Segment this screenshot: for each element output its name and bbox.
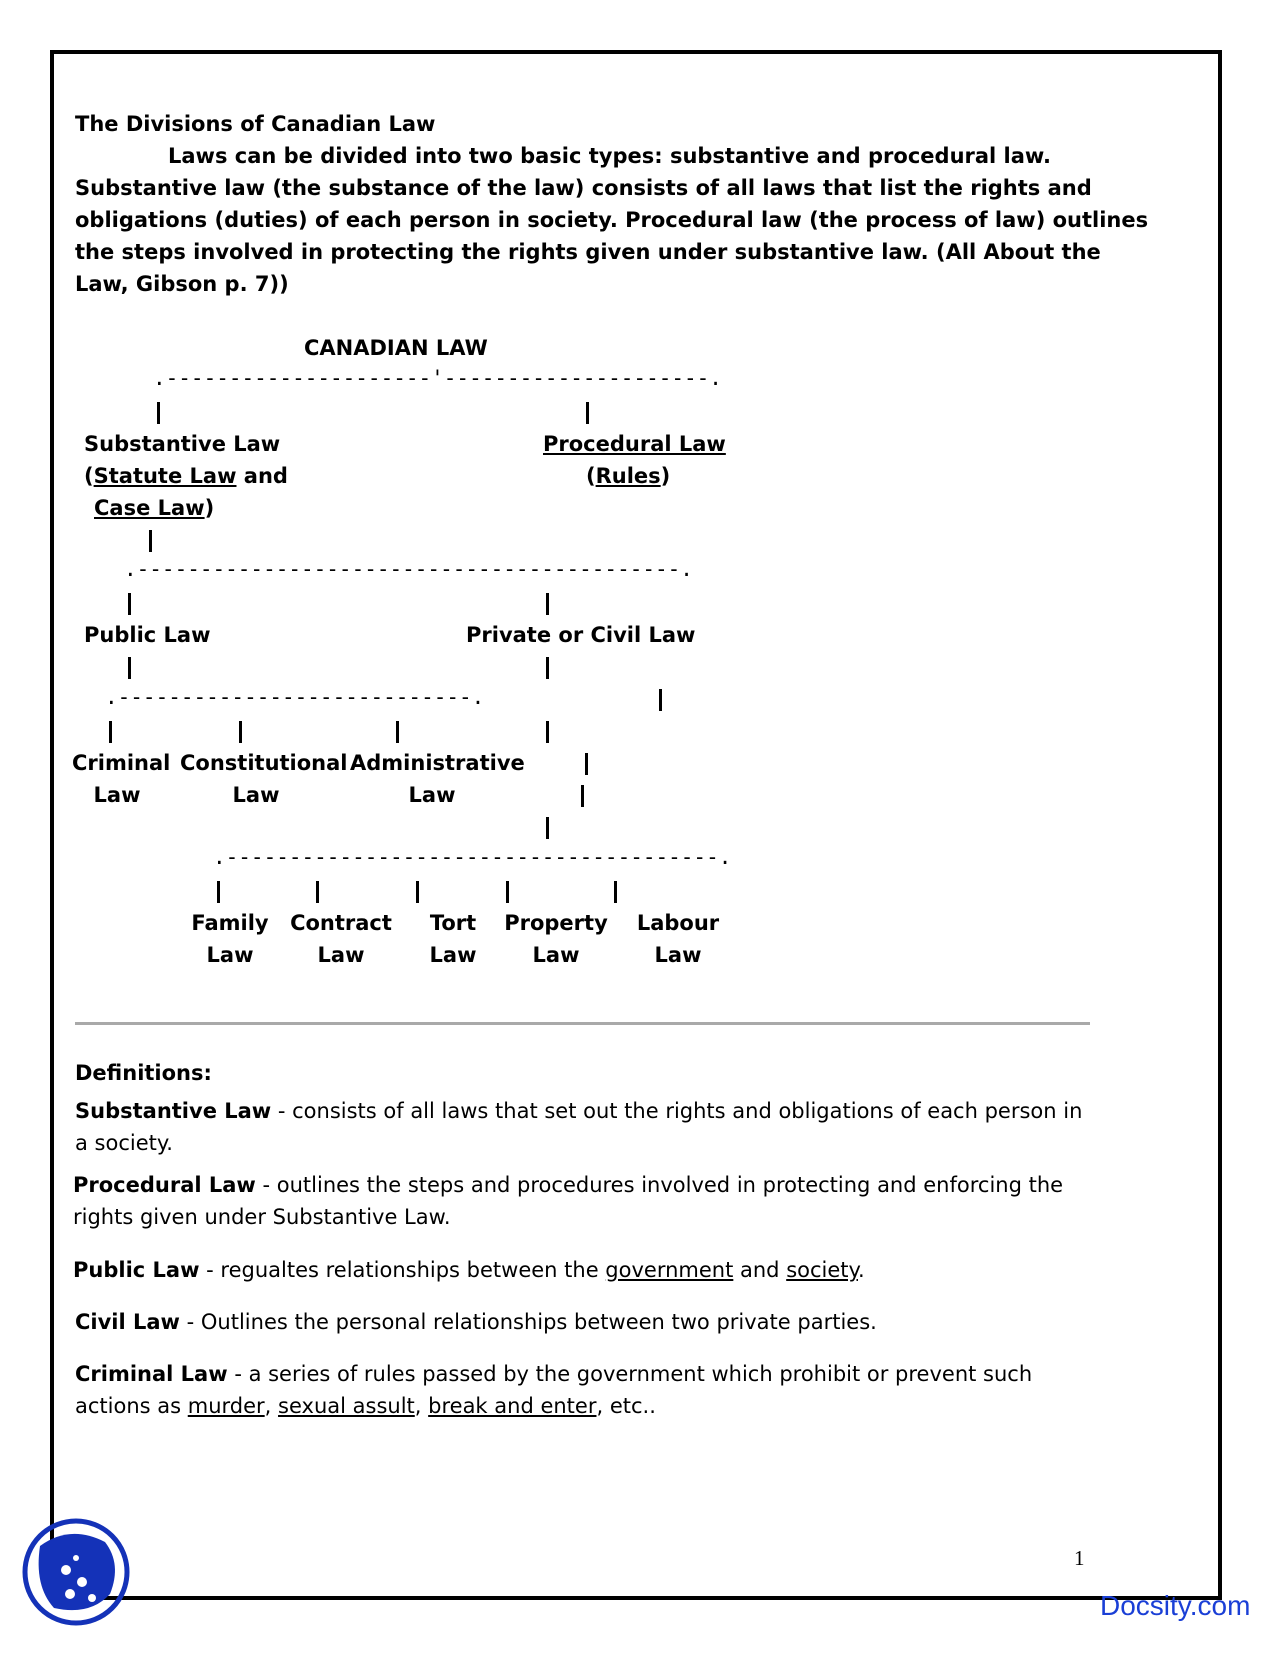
constitutional-law-label-2: Law — [232, 783, 280, 807]
tree-bar — [581, 785, 584, 807]
tree-bar — [546, 721, 549, 743]
definition-term: Criminal Law — [75, 1362, 228, 1386]
docsity-brand-link[interactable]: Docsity.com — [1100, 1590, 1251, 1621]
tree-bar — [109, 721, 112, 743]
tree-root-label: CANADIAN LAW — [304, 336, 488, 360]
murder-link[interactable]: murder — [187, 1394, 265, 1418]
administrative-law-label-1: Administrative — [350, 751, 525, 775]
contract-law-label-2: Law — [317, 943, 365, 967]
break-and-enter-link[interactable]: break and enter — [428, 1394, 597, 1418]
definition-substantive: Substantive Law - consists of all laws that set out the rights and obligations of each person in — [75, 1099, 1083, 1123]
definition-term: Substantive Law — [75, 1099, 272, 1123]
procedural-law-subtitle: (Rules) — [586, 464, 671, 488]
sexual-assult-link[interactable]: sexual assult — [278, 1394, 415, 1418]
definition-civil: Civil Law - Outlines the personal relationships between two private parties. — [75, 1310, 877, 1334]
case-law-link[interactable]: Case Law — [94, 496, 205, 520]
tree-connector-2: .-------------------------------------------. — [124, 557, 693, 581]
government-link[interactable]: government — [605, 1258, 734, 1282]
statute-law-link[interactable]: Statute Law — [93, 464, 237, 488]
private-law-label: Private or Civil Law — [466, 623, 696, 647]
administrative-law-label-2: Law — [408, 783, 456, 807]
criminal-law-label-2: Law — [93, 783, 141, 807]
definition-term: Public Law — [73, 1258, 200, 1282]
criminal-law-label-1: Criminal — [72, 751, 171, 775]
page-number: 1 — [1074, 1546, 1085, 1570]
tree-bar — [316, 881, 319, 903]
definition-term: Procedural Law — [73, 1173, 256, 1197]
definitions-heading: Definitions: — [75, 1061, 212, 1085]
tree-connector-3: .----------------------------. — [105, 685, 485, 709]
tree-bar — [128, 657, 131, 679]
definition-criminal-cont: actions as murder, sexual assult, break and enter, etc.. — [75, 1394, 656, 1418]
constitutional-law-label-1: Constitutional — [180, 751, 348, 775]
intro-line-1: Laws can be divided into two basic types: substantive and procedural law. — [168, 144, 1051, 168]
intro-line-4: the steps involved in protecting the rights given under substantive law. (All About the — [75, 240, 1101, 264]
tree-bar — [659, 689, 662, 711]
tree-bar — [157, 402, 160, 424]
property-law-label-2: Law — [532, 943, 580, 967]
case-law-line: Case Law) — [94, 496, 215, 520]
labour-law-label-1: Labour — [636, 911, 720, 935]
substantive-law-label: Substantive Law — [84, 432, 281, 456]
labour-law-label-2: Law — [654, 943, 702, 967]
intro-line-2: Substantive law (the substance of the law) consists of all laws that list the rights and — [75, 176, 1092, 200]
tree-bar — [239, 721, 242, 743]
property-law-label-1: Property — [504, 911, 608, 935]
tree-connector-4: .---------------------------------------. — [213, 845, 732, 869]
intro-line-5: Law, Gibson p. 7)) — [75, 272, 289, 296]
tree-bar — [217, 881, 220, 903]
tree-bar — [416, 881, 419, 903]
tree-bar — [546, 817, 549, 839]
section-divider — [75, 1022, 1090, 1025]
tree-connector-1: .---------------------'---------------------. — [153, 366, 722, 390]
definition-public: Public Law - regualtes relationships between the government and society. — [73, 1258, 865, 1282]
family-law-label-2: Law — [206, 943, 254, 967]
tree-bar — [506, 881, 509, 903]
tree-bar — [546, 657, 549, 679]
family-law-label-1: Family — [191, 911, 269, 935]
rules-link[interactable]: Rules — [595, 464, 661, 488]
tree-bar — [396, 721, 399, 743]
tree-bar — [614, 881, 617, 903]
society-link[interactable]: society — [786, 1258, 858, 1282]
contract-law-label-1: Contract — [290, 911, 392, 935]
tree-bar — [585, 753, 588, 775]
tort-law-label-2: Law — [429, 943, 477, 967]
tree-bar — [546, 593, 549, 615]
definition-criminal: Criminal Law - a series of rules passed by the government which prohibit or prevent such — [75, 1362, 1033, 1386]
tree-bar — [149, 530, 152, 552]
document-title: The Divisions of Canadian Law — [75, 112, 436, 136]
definition-procedural-cont: rights given under Substantive Law. — [73, 1205, 451, 1229]
tree-bar — [586, 402, 589, 424]
tort-law-label-1: Tort — [429, 911, 477, 935]
definition-procedural: Procedural Law - outlines the steps and procedures involved in protecting and enforcing the — [73, 1173, 1064, 1197]
definition-term: Civil Law — [75, 1310, 180, 1334]
procedural-law-label[interactable]: Procedural Law — [543, 432, 726, 456]
substantive-law-subtitle: (Statute Law and — [84, 464, 288, 488]
public-law-label: Public Law — [84, 623, 211, 647]
intro-line-3: obligations (duties) of each person in society. Procedural law (the process of law) outlines — [75, 208, 1149, 232]
definition-substantive-cont: a society. — [75, 1131, 173, 1155]
tree-bar — [128, 593, 131, 615]
docsity-logo-icon — [20, 1516, 132, 1628]
